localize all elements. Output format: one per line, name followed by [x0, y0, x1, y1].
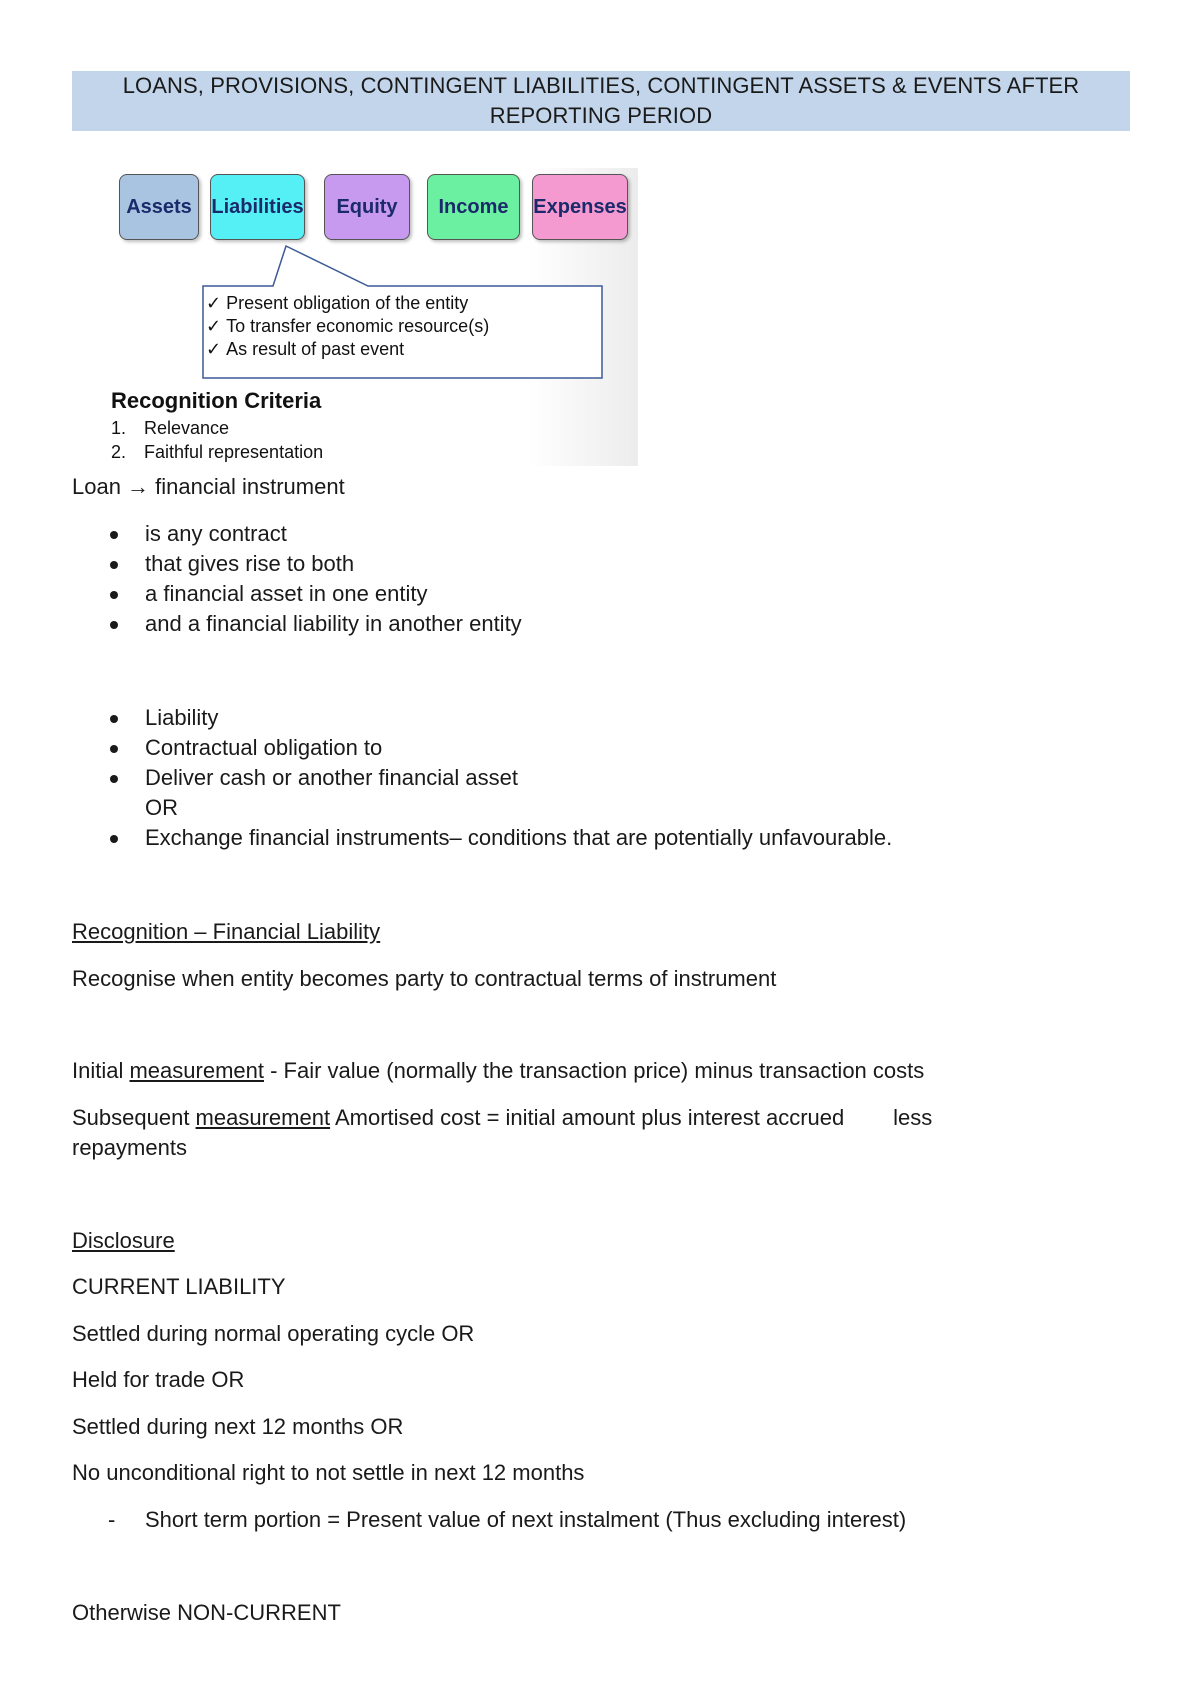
- recognition-criteria-title: Recognition Criteria: [111, 388, 322, 413]
- otherwise-non-current: Otherwise NON-CURRENT: [72, 1600, 341, 1625]
- loan-bullet-list: [72, 519, 522, 639]
- callout-item: ✓ Present obligation of the entity: [206, 292, 566, 315]
- list-text: that gives rise to both: [145, 551, 355, 576]
- list-item-continuation: [72, 793, 892, 823]
- list-text: OR: [145, 795, 178, 820]
- bullet-icon: [110, 621, 118, 629]
- text-span-underlined: measurement: [195, 1105, 331, 1130]
- section-heading-disclosure: Disclosure: [72, 1228, 175, 1253]
- category-box-equity: Equity: [324, 174, 410, 240]
- list-text: Exchange financial instruments– conditions that are potentially unfavourable.: [145, 825, 893, 850]
- bullet-icon: [110, 745, 118, 753]
- list-text: Deliver cash or another financial asset: [145, 765, 518, 790]
- list-text: Faithful representation: [144, 442, 324, 462]
- subsequent-measurement: [72, 1103, 1132, 1133]
- list-item: [111, 416, 323, 440]
- short-term-portion-item: [72, 1505, 1132, 1535]
- current-condition-2: Held for trade OR: [72, 1367, 245, 1392]
- list-text: Relevance: [144, 418, 230, 438]
- list-item: [111, 440, 323, 464]
- list-text: a financial asset in one entity: [145, 581, 428, 606]
- text-span-underlined: measurement: [129, 1058, 264, 1083]
- section-heading-recognition: Recognition – Financial Liability: [72, 919, 381, 944]
- text-span: - Fair value (normally the transaction price) minus transaction costs: [264, 1058, 925, 1083]
- list-item: [72, 733, 892, 763]
- list-item: [72, 823, 892, 853]
- callout-list: [206, 292, 566, 361]
- text-span: Subsequent: [72, 1105, 196, 1130]
- loan-heading: Loan → financial instrument: [72, 474, 345, 499]
- current-condition-1: Settled during normal operating cycle OR: [72, 1321, 475, 1346]
- current-condition-3: Settled during next 12 months OR: [72, 1414, 404, 1439]
- list-number: 2.: [111, 442, 127, 462]
- current-liability-heading: CURRENT LIABILITY: [72, 1274, 286, 1299]
- list-item: [72, 609, 522, 639]
- bullet-icon: [110, 561, 118, 569]
- title-line-2: REPORTING PERIOD: [489, 103, 713, 128]
- bullet-icon: [110, 715, 118, 723]
- bullet-icon: [110, 531, 118, 539]
- bullet-icon: [110, 591, 118, 599]
- category-box-liabilities: Liabilities: [210, 174, 305, 240]
- text-span: Amortised cost = initial amount plus interest accrued less: [330, 1105, 933, 1130]
- category-box-expenses: Expenses: [532, 174, 628, 240]
- list-text: Short term portion = Present value of next instalment (Thus excluding interest): [145, 1507, 907, 1532]
- text-span: Initial: [72, 1058, 130, 1083]
- subsequent-measurement-line-2: repayments: [72, 1135, 187, 1160]
- list-item: [72, 763, 892, 793]
- category-box-income: Income: [427, 174, 520, 240]
- document-title: [72, 71, 1130, 131]
- list-item: [72, 703, 892, 733]
- recognition-criteria-list: [111, 416, 323, 464]
- callout-item: ✓ To transfer economic resource(s): [206, 315, 566, 338]
- callout-item: ✓ As result of past event: [206, 338, 566, 361]
- recognition-text: Recognise when entity becomes party to contractual terms of instrument: [72, 966, 777, 991]
- list-item: [72, 519, 522, 549]
- liability-bullet-list: [72, 703, 892, 853]
- dash-marker: -: [108, 1507, 116, 1532]
- bullet-icon: [110, 835, 118, 843]
- bullet-icon: [110, 775, 118, 783]
- list-item: [72, 549, 522, 579]
- list-number: 1.: [111, 418, 127, 438]
- list-text: Liability: [145, 705, 219, 730]
- category-box-assets: Assets: [119, 174, 199, 240]
- list-text: is any contract: [145, 521, 287, 546]
- initial-measurement: [72, 1056, 1132, 1086]
- current-condition-4: No unconditional right to not settle in next 12 months: [72, 1460, 585, 1485]
- list-text: and a financial liability in another entity: [145, 611, 522, 636]
- elements-figure: [88, 168, 638, 466]
- list-item: [72, 579, 522, 609]
- title-line-1: LOANS, PROVISIONS, CONTINGENT LIABILITIES, CONTINGENT ASSETS & EVENTS AFTER: [122, 73, 1080, 98]
- list-text: Contractual obligation to: [145, 735, 383, 760]
